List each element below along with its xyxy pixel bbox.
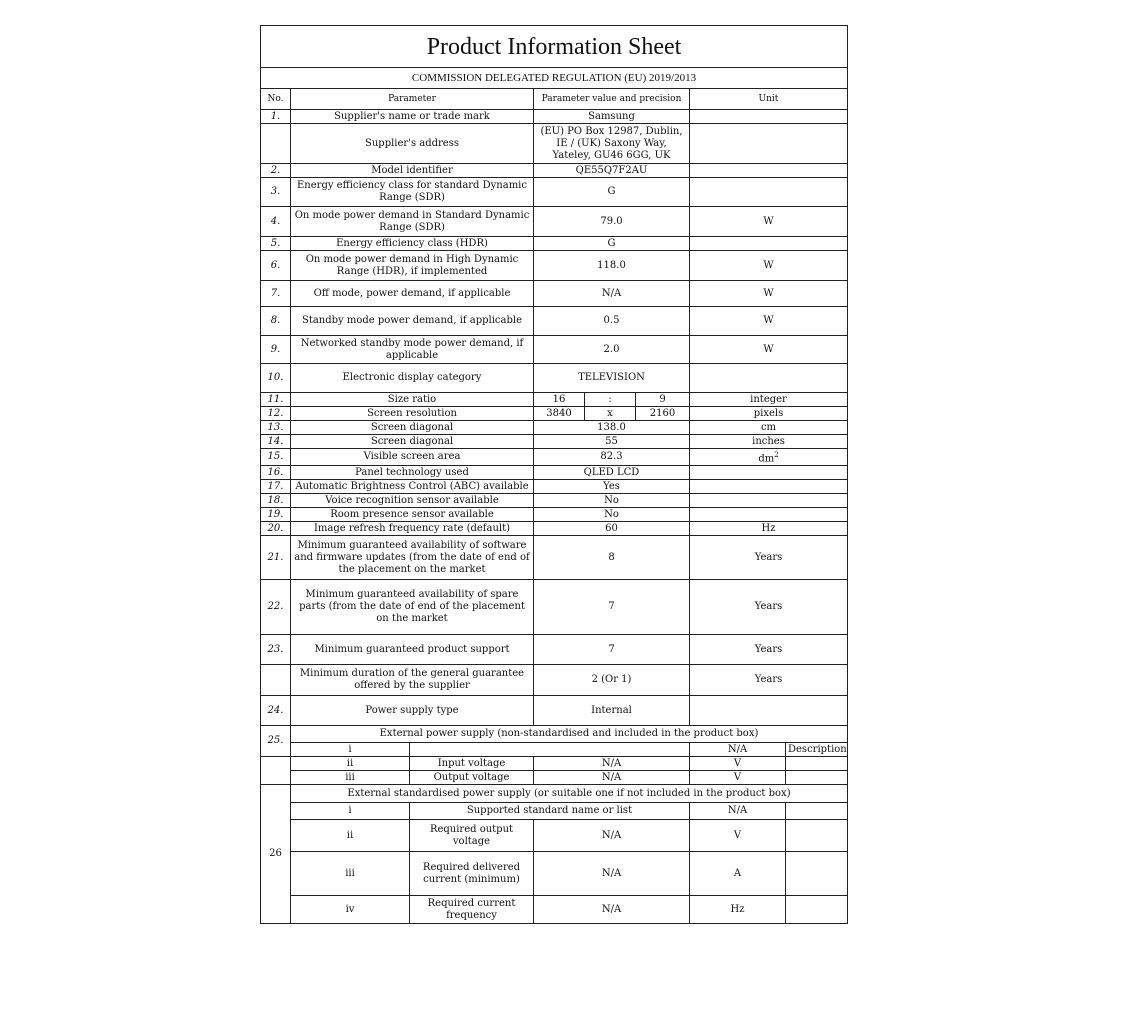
parameter-value: 7 [534, 580, 690, 635]
eps-description [786, 771, 848, 785]
esps-label: Supported standard name or list [410, 803, 690, 820]
parameter-value: G [534, 237, 690, 251]
parameter-unit [690, 696, 848, 726]
parameter-unit: Years [690, 536, 848, 580]
parameter-label: On mode power demand in Standard Dynamic Range (SDR) [291, 207, 534, 237]
parameter-value: No [534, 508, 690, 522]
row-number: 3. [261, 178, 291, 207]
row-number: 16. [261, 466, 291, 480]
parameter-value: TELEVISION [534, 364, 690, 393]
row-number: 20. [261, 522, 291, 536]
table-row [261, 164, 848, 178]
parameter-label: Energy efficiency class for standard Dynamic Range (SDR) [291, 178, 534, 207]
parameter-unit [690, 449, 848, 466]
esps-row [261, 896, 848, 924]
row-number: 23. [261, 635, 291, 665]
product-information-sheet [260, 25, 847, 924]
table-row [261, 466, 848, 480]
parameter-label: Screen resolution [291, 407, 534, 421]
esps-title: External standardised power supply (or suitable one if not included in the product box) [291, 785, 848, 803]
parameter-value: 55 [534, 435, 690, 449]
esps-roman: ii [291, 820, 410, 852]
resolution-separator: x [585, 407, 636, 421]
parameter-unit: pixels [690, 407, 848, 421]
table-row [261, 435, 848, 449]
row-number: 10. [261, 364, 291, 393]
parameter-value: 2.0 [534, 336, 690, 364]
table-row [261, 336, 848, 364]
parameter-label: Screen diagonal [291, 435, 534, 449]
parameter-unit: W [690, 336, 848, 364]
table-row [261, 696, 848, 726]
parameter-unit: Hz [690, 522, 848, 536]
esps-row [261, 852, 848, 896]
ratio-separator: : [585, 393, 636, 407]
row-number: 17. [261, 480, 291, 494]
eps-description [786, 757, 848, 771]
parameter-label: Automatic Brightness Control (ABC) available [291, 480, 534, 494]
eps-label: Output voltage [410, 771, 534, 785]
regulation-text: COMMISSION DELEGATED REGULATION (EU) 2019/2013 [261, 68, 848, 89]
parameter-unit: W [690, 281, 848, 307]
eps-row [261, 771, 848, 785]
parameter-value: Samsung [534, 110, 690, 124]
parameter-label: Supplier's address [291, 124, 534, 164]
eps-value: N/A [534, 771, 690, 785]
eps-roman: iii [291, 771, 410, 785]
parameter-label: Size ratio [291, 393, 534, 407]
eps-title: External power supply (non-standardised and included in the product box) [291, 726, 848, 743]
esps-description [786, 852, 848, 896]
row-number: 19. [261, 508, 291, 522]
eps-unit: V [690, 757, 786, 771]
eps-roman: ii [291, 757, 410, 771]
table-row [261, 281, 848, 307]
parameter-value: G [534, 178, 690, 207]
parameter-value: 82.3 [534, 449, 690, 466]
parameter-value: QLED LCD [534, 466, 690, 480]
esps-value: N/A [534, 820, 690, 852]
parameter-value: 138.0 [534, 421, 690, 435]
parameter-label: Networked standby mode power demand, if applicable [291, 336, 534, 364]
row-number: 22. [261, 580, 291, 635]
parameter-label: Screen diagonal [291, 421, 534, 435]
eps-title-row [261, 726, 848, 743]
row-number: 8. [261, 307, 291, 336]
table-row [261, 407, 848, 421]
esps-unit: A [690, 852, 786, 896]
parameter-unit: W [690, 207, 848, 237]
parameter-label: Supplier's name or trade mark [291, 110, 534, 124]
parameter-label: Energy efficiency class (HDR) [291, 237, 534, 251]
parameter-unit: Years [690, 665, 848, 696]
parameter-unit [690, 110, 848, 124]
table-row [261, 237, 848, 251]
parameter-label: Electronic display category [291, 364, 534, 393]
ratio-height: 9 [636, 393, 690, 407]
row-number: 25. [261, 726, 291, 757]
row-number [261, 124, 291, 164]
row-number: 2. [261, 164, 291, 178]
esps-label: Required delivered current (minimum) [410, 852, 534, 896]
table-row [261, 393, 848, 407]
parameter-unit [690, 178, 848, 207]
parameter-unit [690, 164, 848, 178]
row-number: 13. [261, 421, 291, 435]
parameter-value: 79.0 [534, 207, 690, 237]
table-row [261, 536, 848, 580]
eps-row [261, 743, 848, 757]
table-row [261, 251, 848, 281]
esps-value: N/A [534, 896, 690, 924]
title-row [261, 26, 848, 68]
parameter-label: Model identifier [291, 164, 534, 178]
parameter-label: Visible screen area [291, 449, 534, 466]
parameter-label: Off mode, power demand, if applicable [291, 281, 534, 307]
table-row [261, 494, 848, 508]
parameter-label: On mode power demand in High Dynamic Range (HDR), if implemented [291, 251, 534, 281]
table-row [261, 635, 848, 665]
esps-unit: V [690, 820, 786, 852]
eps-description-header: Description [786, 743, 848, 757]
header-value: Parameter value and precision [534, 89, 690, 110]
parameter-unit: Years [690, 580, 848, 635]
table-row [261, 307, 848, 336]
parameter-label: Minimum duration of the general guarantee offered by the supplier [291, 665, 534, 696]
eps-value: N/A [534, 757, 690, 771]
parameter-value: 0.5 [534, 307, 690, 336]
parameter-unit [690, 466, 848, 480]
regulation-row [261, 68, 848, 89]
unit-text: dm [758, 453, 775, 465]
row-number: 24. [261, 696, 291, 726]
header-parameter: Parameter [291, 89, 534, 110]
empty-cell [261, 757, 291, 785]
row-number: 15. [261, 449, 291, 466]
parameter-label: Minimum guaranteed availability of spare parts (from the date of end of the placement on the market [291, 580, 534, 635]
esps-roman: iv [291, 896, 410, 924]
esps-row [261, 803, 848, 820]
parameter-label: Panel technology used [291, 466, 534, 480]
eps-row [261, 757, 848, 771]
row-number: 9. [261, 336, 291, 364]
parameter-value: N/A [534, 281, 690, 307]
parameter-value: 2 (Or 1) [534, 665, 690, 696]
table-row [261, 508, 848, 522]
parameter-unit [690, 124, 848, 164]
table-row [261, 421, 848, 435]
esps-roman: i [291, 803, 410, 820]
parameter-label: Power supply type [291, 696, 534, 726]
row-number: 5. [261, 237, 291, 251]
header-row [261, 89, 848, 110]
parameter-unit: cm [690, 421, 848, 435]
info-table [260, 25, 848, 924]
parameter-value: 8 [534, 536, 690, 580]
table-row [261, 110, 848, 124]
eps-label [410, 743, 690, 757]
parameter-unit [690, 494, 848, 508]
esps-label: Required current frequency [410, 896, 534, 924]
row-number: 14. [261, 435, 291, 449]
header-no: No. [261, 89, 291, 110]
parameter-unit: integer [690, 393, 848, 407]
parameter-label: Room presence sensor available [291, 508, 534, 522]
table-row [261, 364, 848, 393]
parameter-unit [690, 508, 848, 522]
parameter-value: 60 [534, 522, 690, 536]
table-row [261, 480, 848, 494]
row-number: 1. [261, 110, 291, 124]
esps-description [786, 803, 848, 820]
parameter-label: Voice recognition sensor available [291, 494, 534, 508]
header-unit: Unit [690, 89, 848, 110]
parameter-label: Image refresh frequency rate (default) [291, 522, 534, 536]
table-row [261, 665, 848, 696]
row-number: 4. [261, 207, 291, 237]
parameter-value: Internal [534, 696, 690, 726]
table-row [261, 449, 848, 466]
table-row [261, 178, 848, 207]
esps-row [261, 820, 848, 852]
unit-superscript: 2 [774, 451, 779, 459]
parameter-label: Standby mode power demand, if applicable [291, 307, 534, 336]
parameter-unit [690, 364, 848, 393]
table-row [261, 207, 848, 237]
esps-unit: N/A [690, 803, 786, 820]
row-number [261, 665, 291, 696]
eps-unit: N/A [690, 743, 786, 757]
parameter-unit: W [690, 307, 848, 336]
row-number: 11. [261, 393, 291, 407]
parameter-unit: inches [690, 435, 848, 449]
parameter-value: No [534, 494, 690, 508]
row-number: 7. [261, 281, 291, 307]
esps-value: N/A [534, 852, 690, 896]
row-number: 26 [261, 785, 291, 924]
eps-roman: i [291, 743, 410, 757]
parameter-label: Minimum guaranteed product support [291, 635, 534, 665]
row-number: 12. [261, 407, 291, 421]
row-number: 6. [261, 251, 291, 281]
table-row [261, 522, 848, 536]
parameter-unit [690, 480, 848, 494]
esps-description [786, 896, 848, 924]
table-row [261, 124, 848, 164]
esps-label: Required output voltage [410, 820, 534, 852]
parameter-value: Yes [534, 480, 690, 494]
esps-description [786, 820, 848, 852]
parameter-value: QE55Q7F2AU [534, 164, 690, 178]
resolution-height: 2160 [636, 407, 690, 421]
eps-label: Input voltage [410, 757, 534, 771]
ratio-width: 16 [534, 393, 585, 407]
esps-title-row [261, 785, 848, 803]
parameter-unit: Years [690, 635, 848, 665]
resolution-width: 3840 [534, 407, 585, 421]
sheet-title: Product Information Sheet [261, 26, 848, 68]
parameter-value: 118.0 [534, 251, 690, 281]
esps-unit: Hz [690, 896, 786, 924]
parameter-value: 7 [534, 635, 690, 665]
parameter-unit [690, 237, 848, 251]
table-row [261, 580, 848, 635]
parameter-value: (EU) PO Box 12987, Dublin, IE / (UK) Saxony Way, Yateley, GU46 6GG, UK [534, 124, 690, 164]
row-number: 18. [261, 494, 291, 508]
row-number: 21. [261, 536, 291, 580]
parameter-label: Minimum guaranteed availability of software and firmware updates (from the date of end of the placement on the market [291, 536, 534, 580]
esps-roman: iii [291, 852, 410, 896]
parameter-unit: W [690, 251, 848, 281]
eps-unit: V [690, 771, 786, 785]
